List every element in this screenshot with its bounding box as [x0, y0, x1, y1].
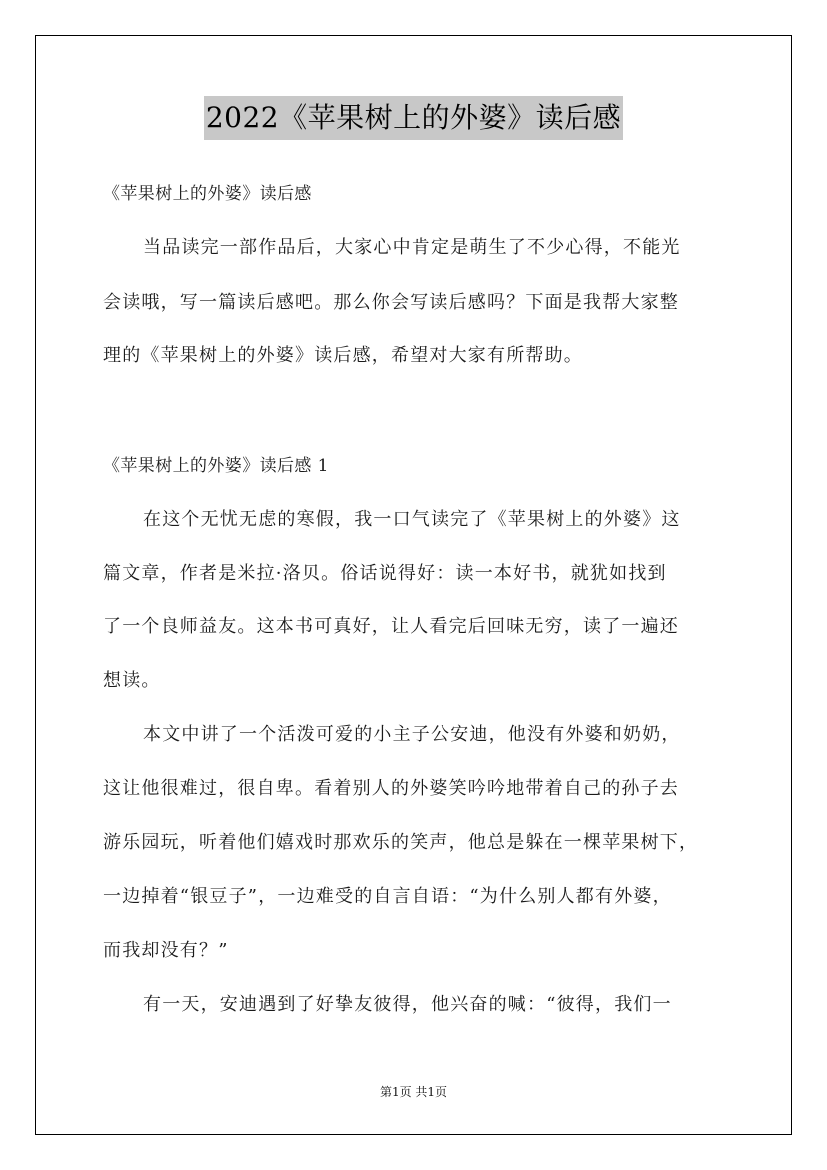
paragraph-line: 篇文章，作者是米拉·洛贝。俗话说得好：读一本好书，就犹如找到	[103, 563, 667, 584]
document-title: 2022《苹果树上的外婆》读后感	[204, 96, 623, 140]
title-container	[0, 96, 827, 140]
paragraph-line: 而我却没有？”	[103, 940, 229, 961]
paragraph-line: 一边掉着“银豆子”，一边难受的自言自语：“为什么别人都有外婆，	[103, 886, 672, 907]
paragraph-line: 有一天，安迪遇到了好挚友彼得，他兴奋的喊：“彼得，我们一	[143, 994, 672, 1015]
paragraph-line: 这让他很难过，很自卑。看着别人的外婆笑吟吟地带着自己的孙子去	[103, 778, 679, 799]
paragraph-line: 了一个良师益友。这本书可真好，让人看完后回味无穷，读了一遍还	[103, 616, 679, 637]
subtitle-line: 《苹果树上的外婆》读后感	[103, 184, 312, 204]
paragraph-line: 在这个无忧无虑的寒假，我一口气读完了《苹果树上的外婆》这	[143, 509, 681, 530]
page-number: 第1页 共1页	[379, 1085, 448, 1099]
paragraph-line: 本文中讲了一个活泼可爱的小主子公安迪，他没有外婆和奶奶，	[143, 724, 681, 745]
paragraph-line: 当品读完一部作品后，大家心中肯定是萌生了不少心得，不能光	[143, 237, 681, 258]
section-heading: 《苹果树上的外婆》读后感 1	[103, 456, 329, 476]
paragraph-line: 想读。	[103, 670, 161, 691]
paragraph-line: 游乐园玩，听着他们嬉戏时那欢乐的笑声，他总是躲在一棵苹果树下，	[103, 832, 699, 853]
paragraph-line: 会读哦，写一篇读后感吧。那么你会写读后感吗？下面是我帮大家整	[103, 292, 679, 313]
paragraph-line: 理的《苹果树上的外婆》读后感，希望对大家有所帮助。	[103, 345, 583, 366]
